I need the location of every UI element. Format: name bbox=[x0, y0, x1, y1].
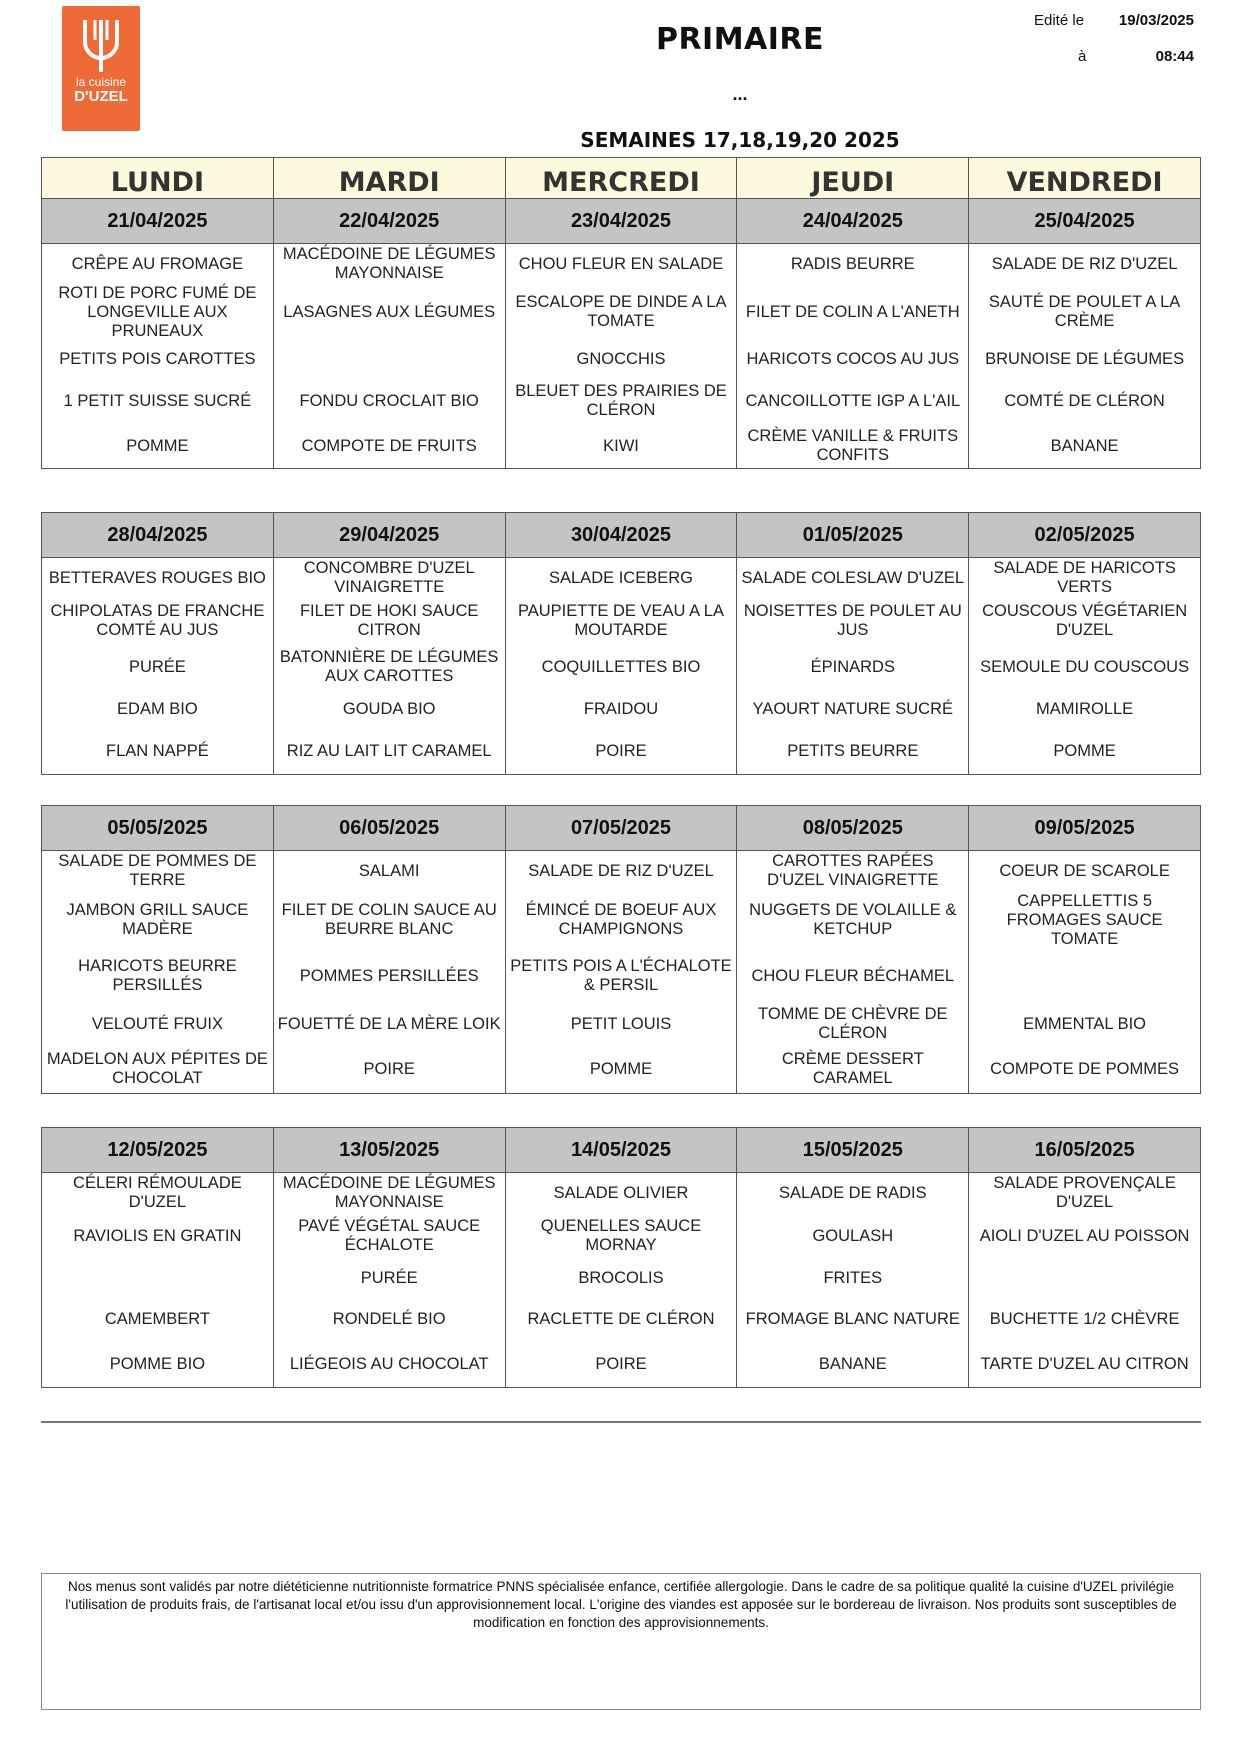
date-cell: 05/05/2025 bbox=[42, 806, 274, 851]
dish-item: FLAN NAPPÉ bbox=[106, 741, 209, 760]
dish-item: MADELON AUX PÉPITES DE CHOCOLAT bbox=[46, 1050, 268, 1087]
dish-item: PETITS BEURRE bbox=[787, 741, 919, 760]
dish-item: HARICOTS BEURRE PERSILLÉS bbox=[78, 957, 237, 994]
dish-item: CHOU FLEUR EN SALADE bbox=[518, 254, 724, 273]
edited-time: 08:44 bbox=[1155, 48, 1194, 65]
date-cell: 08/05/2025 bbox=[737, 806, 969, 851]
dish-item: SALADE ICEBERG bbox=[549, 568, 693, 587]
date-cell: 22/04/2025 bbox=[273, 199, 505, 244]
dish-item: COMPOTE DE FRUITS bbox=[301, 436, 477, 455]
date-row bbox=[42, 806, 1201, 851]
dish-item: SALADE DE POMMES DE TERRE bbox=[58, 852, 257, 889]
dish-item: PETIT LOUIS bbox=[570, 1014, 672, 1033]
dish-item: HARICOTS COCOS AU JUS bbox=[746, 349, 960, 368]
day-menu-cell bbox=[42, 1173, 274, 1388]
dish-item: COUSCOUS VÉGÉTARIEN D'UZEL bbox=[982, 602, 1188, 639]
dish-item bbox=[973, 1259, 1196, 1297]
dish-item: BLEUET DES PRAIRIES DE CLÉRON bbox=[515, 382, 727, 419]
dish-item: BANANE bbox=[818, 1354, 887, 1373]
dish-item: PAUPIETTE DE VEAU A LA MOUTARDE bbox=[517, 602, 724, 639]
dish-item: POMME BIO bbox=[109, 1354, 206, 1373]
dish-item: QUENELLES SAUCE MORNAY bbox=[540, 1217, 702, 1254]
dish-item: POIRE bbox=[595, 1354, 647, 1373]
dish-item: POMME bbox=[126, 436, 189, 455]
dish-item: RIZ AU LAIT LIT CARAMEL bbox=[286, 741, 492, 760]
edited-label: Edité le bbox=[1034, 12, 1085, 29]
menu-row bbox=[42, 1173, 1201, 1388]
dish-item: POIRE bbox=[363, 1059, 415, 1078]
dish-item: GNOCCHIS bbox=[576, 349, 666, 368]
dish-item: SALADE DE RIZ D'UZEL bbox=[991, 254, 1178, 273]
dish-item: MACÉDOINE DE LÉGUMES MAYONNAISE bbox=[282, 1174, 496, 1211]
day-menu-cell bbox=[42, 851, 274, 1094]
weekday-monday: LUNDI bbox=[42, 158, 274, 199]
dish-item: BANANE bbox=[1050, 436, 1119, 455]
date-cell: 29/04/2025 bbox=[273, 513, 505, 558]
dish-item: COQUILLETTES BIO bbox=[541, 657, 701, 676]
dish-item bbox=[973, 949, 1196, 1003]
weeks-title: SEMAINES 17,18,19,20 2025 bbox=[580, 128, 900, 152]
day-menu-cell bbox=[42, 244, 274, 469]
dish-item: POMME bbox=[589, 1059, 653, 1078]
dish-item: FILET DE COLIN A L'ANETH bbox=[745, 302, 960, 321]
date-row bbox=[42, 199, 1201, 244]
day-menu-cell bbox=[969, 851, 1201, 1094]
dish-item bbox=[278, 340, 501, 378]
date-row bbox=[42, 1128, 1201, 1173]
dish-item: CHIPOLATAS DE FRANCHE COMTÉ AU JUS bbox=[50, 602, 265, 639]
week-table-1 bbox=[41, 157, 1201, 469]
day-menu-cell bbox=[969, 558, 1201, 775]
day-menu-cell bbox=[505, 1173, 737, 1388]
weekday-wednesday: MERCREDI bbox=[505, 158, 737, 199]
week-table-2 bbox=[41, 512, 1201, 775]
dish-item: FRITES bbox=[823, 1268, 883, 1287]
date-cell: 09/05/2025 bbox=[969, 806, 1201, 851]
dish-item: FONDU CROCLAIT BIO bbox=[299, 391, 479, 410]
fork-icon bbox=[79, 18, 123, 74]
dish-item: ÉPINARDS bbox=[810, 657, 895, 676]
dish-item: PURÉE bbox=[128, 657, 186, 676]
dish-item: CRÈME DESSERT CARAMEL bbox=[781, 1050, 924, 1087]
dish-item: CAMEMBERT bbox=[104, 1309, 210, 1328]
dish-item: CRÊPE AU FROMAGE bbox=[71, 254, 244, 273]
day-menu-cell bbox=[969, 1173, 1201, 1388]
dish-item: 1 PETIT SUISSE SUCRÉ bbox=[63, 391, 252, 410]
dish-item: CÉLERI RÉMOULADE D'UZEL bbox=[73, 1174, 242, 1211]
date-cell: 01/05/2025 bbox=[737, 513, 969, 558]
dish-item: SEMOULE DU COUSCOUS bbox=[980, 657, 1190, 676]
dish-item: BATONNIÈRE DE LÉGUMES AUX CAROTTES bbox=[279, 648, 499, 685]
day-menu-cell bbox=[505, 558, 737, 775]
dish-item: TOMME DE CHÈVRE DE CLÉRON bbox=[758, 1005, 948, 1042]
dish-item: KIWI bbox=[603, 436, 639, 455]
day-menu-cell bbox=[969, 244, 1201, 469]
dish-item: LIÉGEOIS AU CHOCOLAT bbox=[289, 1354, 489, 1373]
day-menu-cell bbox=[505, 244, 737, 469]
dish-item: NOISETTES DE POULET AU JUS bbox=[743, 602, 962, 639]
day-menu-cell bbox=[737, 558, 969, 775]
menu-row bbox=[42, 851, 1201, 1094]
date-cell: 07/05/2025 bbox=[505, 806, 737, 851]
date-cell: 14/05/2025 bbox=[505, 1128, 737, 1173]
day-menu-cell bbox=[273, 1173, 505, 1388]
date-cell: 24/04/2025 bbox=[737, 199, 969, 244]
at-label: à bbox=[1078, 48, 1087, 65]
weekday-header-row bbox=[42, 158, 1201, 199]
dish-item: POMME bbox=[1053, 741, 1116, 760]
dish-item: ESCALOPE DE DINDE A LA TOMATE bbox=[515, 293, 727, 330]
day-menu-cell bbox=[42, 558, 274, 775]
day-menu-cell bbox=[273, 851, 505, 1094]
divider bbox=[41, 1421, 1201, 1423]
dish-item: PETITS POIS A L'ÉCHALOTE & PERSIL bbox=[510, 957, 732, 994]
footer-note: Nos menus sont validés par notre diététicienne nutritionniste formatrice PNNS spécialisée enfance, certifiée allergologie. Dans le cadre de sa politique qualité la cuisine d'UZEL privilégie l'utilisation de produits frais, de l'artisanat local et/ou issu d'un approvisionnement local. L'origine des viandes est apposée sur le bordereau de livraison. Nos produits sont susceptibles de modification en fonction des approvisionnements. bbox=[41, 1573, 1201, 1710]
date-cell: 25/04/2025 bbox=[969, 199, 1201, 244]
weekday-tuesday: MARDI bbox=[273, 158, 505, 199]
dish-item: PAVÉ VÉGÉTAL SAUCE ÉCHALOTE bbox=[298, 1217, 481, 1254]
date-cell: 12/05/2025 bbox=[42, 1128, 274, 1173]
dish-item: CHOU FLEUR BÉCHAMEL bbox=[751, 966, 955, 985]
dish-item: POIRE bbox=[595, 741, 647, 760]
dish-item: SALADE DE RADIS bbox=[778, 1183, 927, 1202]
logo-text-line2: D'UZEL bbox=[74, 88, 128, 105]
dish-item: RADIS BEURRE bbox=[790, 254, 915, 273]
dish-item: RAVIOLIS EN GRATIN bbox=[73, 1226, 242, 1245]
day-menu-cell bbox=[273, 558, 505, 775]
date-cell: 28/04/2025 bbox=[42, 513, 274, 558]
dish-item: BETTERAVES ROUGES BIO bbox=[48, 568, 266, 587]
menu-row bbox=[42, 558, 1201, 775]
week-table-3 bbox=[41, 805, 1201, 1094]
dish-item: SALADE PROVENÇALE D'UZEL bbox=[993, 1174, 1176, 1211]
dish-item: MACÉDOINE DE LÉGUMES MAYONNAISE bbox=[282, 245, 496, 282]
date-cell: 13/05/2025 bbox=[273, 1128, 505, 1173]
dish-item: FILET DE COLIN SAUCE AU BEURRE BLANC bbox=[281, 901, 497, 938]
dish-item: FRAIDOU bbox=[583, 699, 659, 718]
date-cell: 30/04/2025 bbox=[505, 513, 737, 558]
dish-item: GOUDA BIO bbox=[342, 699, 436, 718]
dish-item: SALADE COLESLAW D'UZEL bbox=[741, 568, 965, 587]
week-table-4 bbox=[41, 1127, 1201, 1388]
dish-item bbox=[46, 1259, 269, 1297]
day-menu-cell bbox=[505, 851, 737, 1094]
day-menu-cell bbox=[737, 244, 969, 469]
dish-item: SALADE DE HARICOTS VERTS bbox=[993, 559, 1176, 596]
page-title: PRIMAIRE bbox=[655, 22, 825, 57]
dish-item: CAROTTES RAPÉES D'UZEL VINAIGRETTE bbox=[767, 852, 939, 889]
dish-item: RONDELÉ BIO bbox=[332, 1309, 446, 1328]
page-subtitle: ... bbox=[732, 84, 748, 104]
dish-item: MAMIROLLE bbox=[1036, 699, 1134, 718]
dish-item: YAOURT NATURE SUCRÉ bbox=[752, 699, 954, 718]
menu-row bbox=[42, 244, 1201, 469]
day-menu-cell bbox=[737, 851, 969, 1094]
dish-item: SALADE DE RIZ D'UZEL bbox=[528, 861, 714, 880]
dish-item: PETITS POIS CAROTTES bbox=[59, 349, 256, 368]
dish-item: BUCHETTE 1/2 CHÈVRE bbox=[989, 1309, 1180, 1328]
weekday-thursday: JEUDI bbox=[737, 158, 969, 199]
day-menu-cell bbox=[737, 1173, 969, 1388]
dish-item: COMPOTE DE POMMES bbox=[990, 1059, 1180, 1078]
logo bbox=[62, 6, 140, 131]
dish-item: SALAMI bbox=[358, 861, 420, 880]
dish-item: ROTI DE PORC FUMÉ DE LONGEVILLE AUX PRUNEAUX bbox=[58, 283, 257, 340]
dish-item: EDAM BIO bbox=[117, 699, 198, 718]
date-cell: 21/04/2025 bbox=[42, 199, 274, 244]
dish-item: SALADE OLIVIER bbox=[553, 1183, 689, 1202]
dish-item: COEUR DE SCAROLE bbox=[999, 861, 1170, 880]
dish-item: CONCOMBRE D'UZEL VINAIGRETTE bbox=[303, 559, 475, 596]
dish-item: TARTE D'UZEL AU CITRON bbox=[980, 1354, 1189, 1373]
dish-item: POMMES PERSILLÉES bbox=[299, 966, 479, 985]
dish-item: AIOLI D'UZEL AU POISSON bbox=[979, 1226, 1190, 1245]
dish-item: CAPPELLETTIS 5 FROMAGES SAUCE TOMATE bbox=[1006, 891, 1163, 948]
dish-item: SAUTÉ DE POULET A LA CRÈME bbox=[988, 293, 1181, 330]
dish-item: FILET DE HOKI SAUCE CITRON bbox=[299, 602, 479, 639]
date-cell: 15/05/2025 bbox=[737, 1128, 969, 1173]
dish-item: NUGGETS DE VOLAILLE & KETCHUP bbox=[749, 901, 957, 938]
date-cell: 02/05/2025 bbox=[969, 513, 1201, 558]
dish-item: LASAGNES AUX LÉGUMES bbox=[283, 302, 496, 321]
date-cell: 06/05/2025 bbox=[273, 806, 505, 851]
date-row bbox=[42, 513, 1201, 558]
date-cell: 23/04/2025 bbox=[505, 199, 737, 244]
dish-item: CRÈME VANILLE & FRUITS CONFITS bbox=[747, 427, 959, 464]
date-cell: 16/05/2025 bbox=[969, 1128, 1201, 1173]
dish-item: CANCOILLOTTE IGP A L'AIL bbox=[745, 391, 961, 410]
dish-item: ÉMINCÉ DE BOEUF AUX CHAMPIGNONS bbox=[525, 901, 717, 938]
day-menu-cell bbox=[273, 244, 505, 469]
dish-item: GOULASH bbox=[812, 1226, 894, 1245]
dish-item: COMTÉ DE CLÉRON bbox=[1004, 391, 1165, 410]
dish-item: VELOUTÉ FRUIX bbox=[91, 1014, 223, 1033]
dish-item: JAMBON GRILL SAUCE MADÈRE bbox=[66, 901, 249, 938]
logo-text-line1: la cuisine bbox=[75, 75, 127, 89]
dish-item: RACLETTE DE CLÉRON bbox=[527, 1309, 715, 1328]
dish-item: FOUETTÉ DE LA MÈRE LOIK bbox=[277, 1014, 501, 1033]
dish-item: EMMENTAL BIO bbox=[1023, 1014, 1147, 1033]
weekday-friday: VENDREDI bbox=[969, 158, 1201, 199]
dish-item: BRUNOISE DE LÉGUMES bbox=[985, 349, 1185, 368]
dish-item: PURÉE bbox=[360, 1268, 418, 1287]
edited-date: 19/03/2025 bbox=[1118, 12, 1194, 29]
dish-item: FROMAGE BLANC NATURE bbox=[745, 1309, 960, 1328]
dish-item: BROCOLIS bbox=[578, 1268, 664, 1287]
